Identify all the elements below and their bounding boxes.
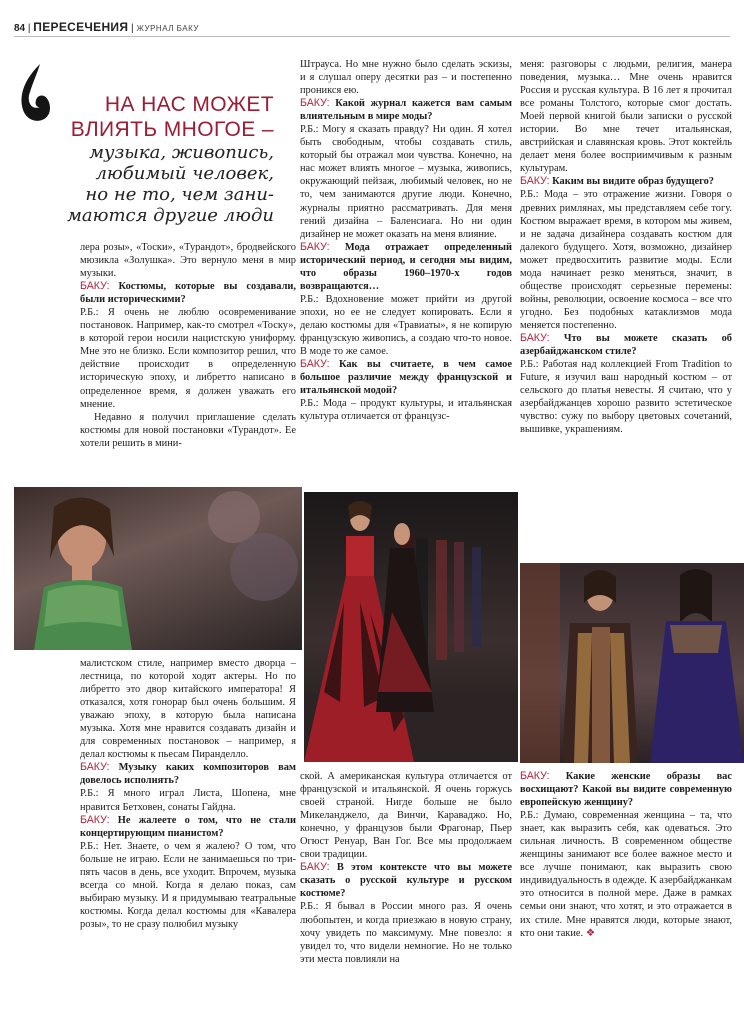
photo-model-green-dress [14,487,302,650]
question: БАКУ: Каким вы видите образ будущего? [520,175,715,188]
column-2-top [300,58,512,423]
photo-runway-red-gowns [304,492,518,762]
photo-models-embroidered-coats [520,563,744,763]
question: БАКУ: Какой журнал кажется вам самым влиятельным в мире моды? [300,97,512,123]
paragraph: меня: разговоры с людьми, религия, манера поведения, музыка… Мне очень нравится Россия и русская культура. В 16 лет я прочитал все романы Толстого, которые смог достать. Моей первой книгой были записки о русской истории. Во мне течет итальянская, австрийская и славянская кровь. Этот коктейль делает меня более восприимчивым к разным культурам. [520,59,732,175]
question: БАКУ: Что вы можете сказать об азербайджанском стиле? [520,331,732,358]
answer: Р.Б.: Нет. Знаете, о чем я жалею? О том, что больше не играю. Если не занимаешься по три-пять часов в день, все уходит. Впрочем, музыка всегда со мной. Когда я делаю показ, сам выбираю музыку. И я придумываю театральные костюмы. Когда делал костюмы для «Кавалера розы», то не сразу полюбил музыку [80,840,296,930]
question: БАКУ: Не жалеете о том, что не стали концертирующим пианистом? [80,813,296,839]
answer: Р.Б.: Вдохновение может прийти из другой эпохи, но ее не следует копировать. Если я делаю костюмы для «Травиаты», я не копирую французскую живопись, а создаю что-то новое. В моде то же самое. [300,293,512,358]
answer: Р.Б.: Я очень не люблю осовремениваниe постановок. Например, как-то смотрел «Тоску», в которой герои носили нацистскую униформу. Мне это не близко. Если композитор решил, что действие происходит в определенную историческую эпоху, и либретто написано в определенное время, я должен уважать его мнение. [80,307,296,410]
column-3-top [520,58,732,436]
answer: Р.Б.: Я бывал в России много раз. Я очень любопытен, и когда приезжаю в новую страну, хочу увидеть по максимуму. Мне повезло: я увидел то, что видели немногие. Но не только эти места повлияли на [300,901,512,965]
paragraph: Недавно я получил приглашение сделать костюмы для новой постановки «Турандот». Ее хотели решить в мини- [80,411,296,449]
question: БАКУ: Костюмы, которые вы создавали, были историческими? [80,280,296,306]
magazine-name: ЖУРНАЛ БАКУ [136,24,199,33]
answer: Р.Б.: Могу я сказать правду? Ни один. Я хотел быть свободным, чтобы создавать стиль, который бы отражал мои чувства. Конечно, на нас может влиять многое – музыка, живопись, окружающий пейзаж, любимый человек, но не то, чем занимаются другие люди. Конечно, журналы приятно рассматривать. Для меня гений дизайна – Баленсиага. Но ни один дизайнер не может оказать на меня влияние. [300,124,512,240]
page-number: 84 [14,23,26,34]
paragraph: Штрауса. Но мне нужно было сделать эскизы, и я слушал оперу десятки раз – и постепенно проникся ею. [300,59,512,97]
question-key: БАКУ: [80,280,110,293]
pull-quote-line: НА НАС МОЖЕТ [104,93,274,116]
paragraph: малистском стиле, например вместо дворца – лестница, по которой ходят актеры. Но по либретто это двор китайского императора! Я отказался, хотя гонорар был очень большим. Я уважаю эпоху, в которую была написана музыка. Хотя мне нравится создавать дизайн и для современных постановок – например, я делал костюмы к пьесам Пиранделло. [80,658,296,761]
question: БАКУ: Мода отражает определенный исторический период, и сегодня мы видим, что образы 1960–1970-х годов возвращаются… [300,240,512,292]
question: БАКУ: Музыку каких композиторов вам довелось исполнять? [80,761,296,787]
answer: Р.Б.: Мода – это отражение жизни. Говоря о древних римлянах, мы представляем себе тогу. Костюм выражает время, в котором мы живем, и не задача дизайнера создавать костюм для далекого будущего. Хотя, возможно, дизайнер может предвосхитить развитие моды. Если мода начинает резко меняться, значит, в обществе происходят серьезные перемены: войны, революции, освоение космоса – все что угодно. Без подобных катаклизмов мода меняется постепенно. [520,189,732,331]
pull-quote-line: ВЛИЯТЬ МНОГОЕ – [70,118,274,141]
answer: Р.Б.: Мода – продукт культуры, и итальянская культура отличается от французс- [300,398,512,423]
pull-quote-line: любимый человек, [95,163,274,184]
pull-quote-line: но не то, чем зани- [85,184,274,205]
answer: Р.Б.: Работая над коллекцией From Tradition to Future, я изучил ваш народный костюм – от сельского до платья невесты. Я считаю, что у азербайджанцев хорошо развито эстетическое чувство: сужу по выбору цветовых сочетаний, вышивке, украшениям. [520,359,732,436]
header-rule [14,36,730,37]
pull-quote-line: маются другие люди [66,205,274,226]
drop-ornament-icon [18,62,52,124]
question: БАКУ: В этом контексте что вы можете сказать о русской культуре и русском костюме? [300,861,512,900]
pull-quote-line: музыка, живопись, [89,142,274,163]
column-1-bottom [80,657,296,931]
answer: Р.Б.: Я много играл Листа, Шопена, мне нравится Бетховен, сонаты Гайдна. [80,788,296,813]
question: БАКУ: Как вы считаете, в чем самое большое различие между французской и итальянской модой? [300,358,512,397]
end-mark-icon: ❖ [585,927,596,939]
question: БАКУ: Какие женские образы вас восхищают? Какой вы видите современную европейскую женщину? [520,770,732,809]
running-header: 84 | ПЕРЕСЕЧЕНИЯ | ЖУРНАЛ БАКУ [14,20,199,34]
column-3-bottom [520,770,732,940]
paragraph: ской. А американская культура отличается от французской и итальянской. Я очень горжусь своей страной. Нигде больше не было Микеланджело, да Винчи, Караваджо. Но, конечно, у французов были Фрагонар, Пьер Огюст Ренуар, Ван Гог. Все мы продолжаем свои традиции. [300,771,512,861]
pull-quote [58,92,274,226]
answer: Р.Б.: Думаю, современная женщина – та, что знает, как выразить себя, как одеваться. Это сильная личность. В современном обществе женщины занимают все более важное место и все лучше понимают, как выразить свою индивидуальность в одежде. К азербайджанкам это относится в полной мере. Даже в рамках семьи они знают, что хотят, и это отражается в их стиле. Мне нравятся люди, которые знают, кто они такие. ❖ [520,810,732,939]
column-2-bottom [300,770,512,966]
paragraph: лера розы», «Тоски», «Турандот», бродвейского мюзикла «Золушка». Это вернуло меня в мир музыки. [80,242,296,280]
section-title: ПЕРЕСЕЧЕНИЯ [33,20,129,34]
column-1-top [80,241,296,450]
